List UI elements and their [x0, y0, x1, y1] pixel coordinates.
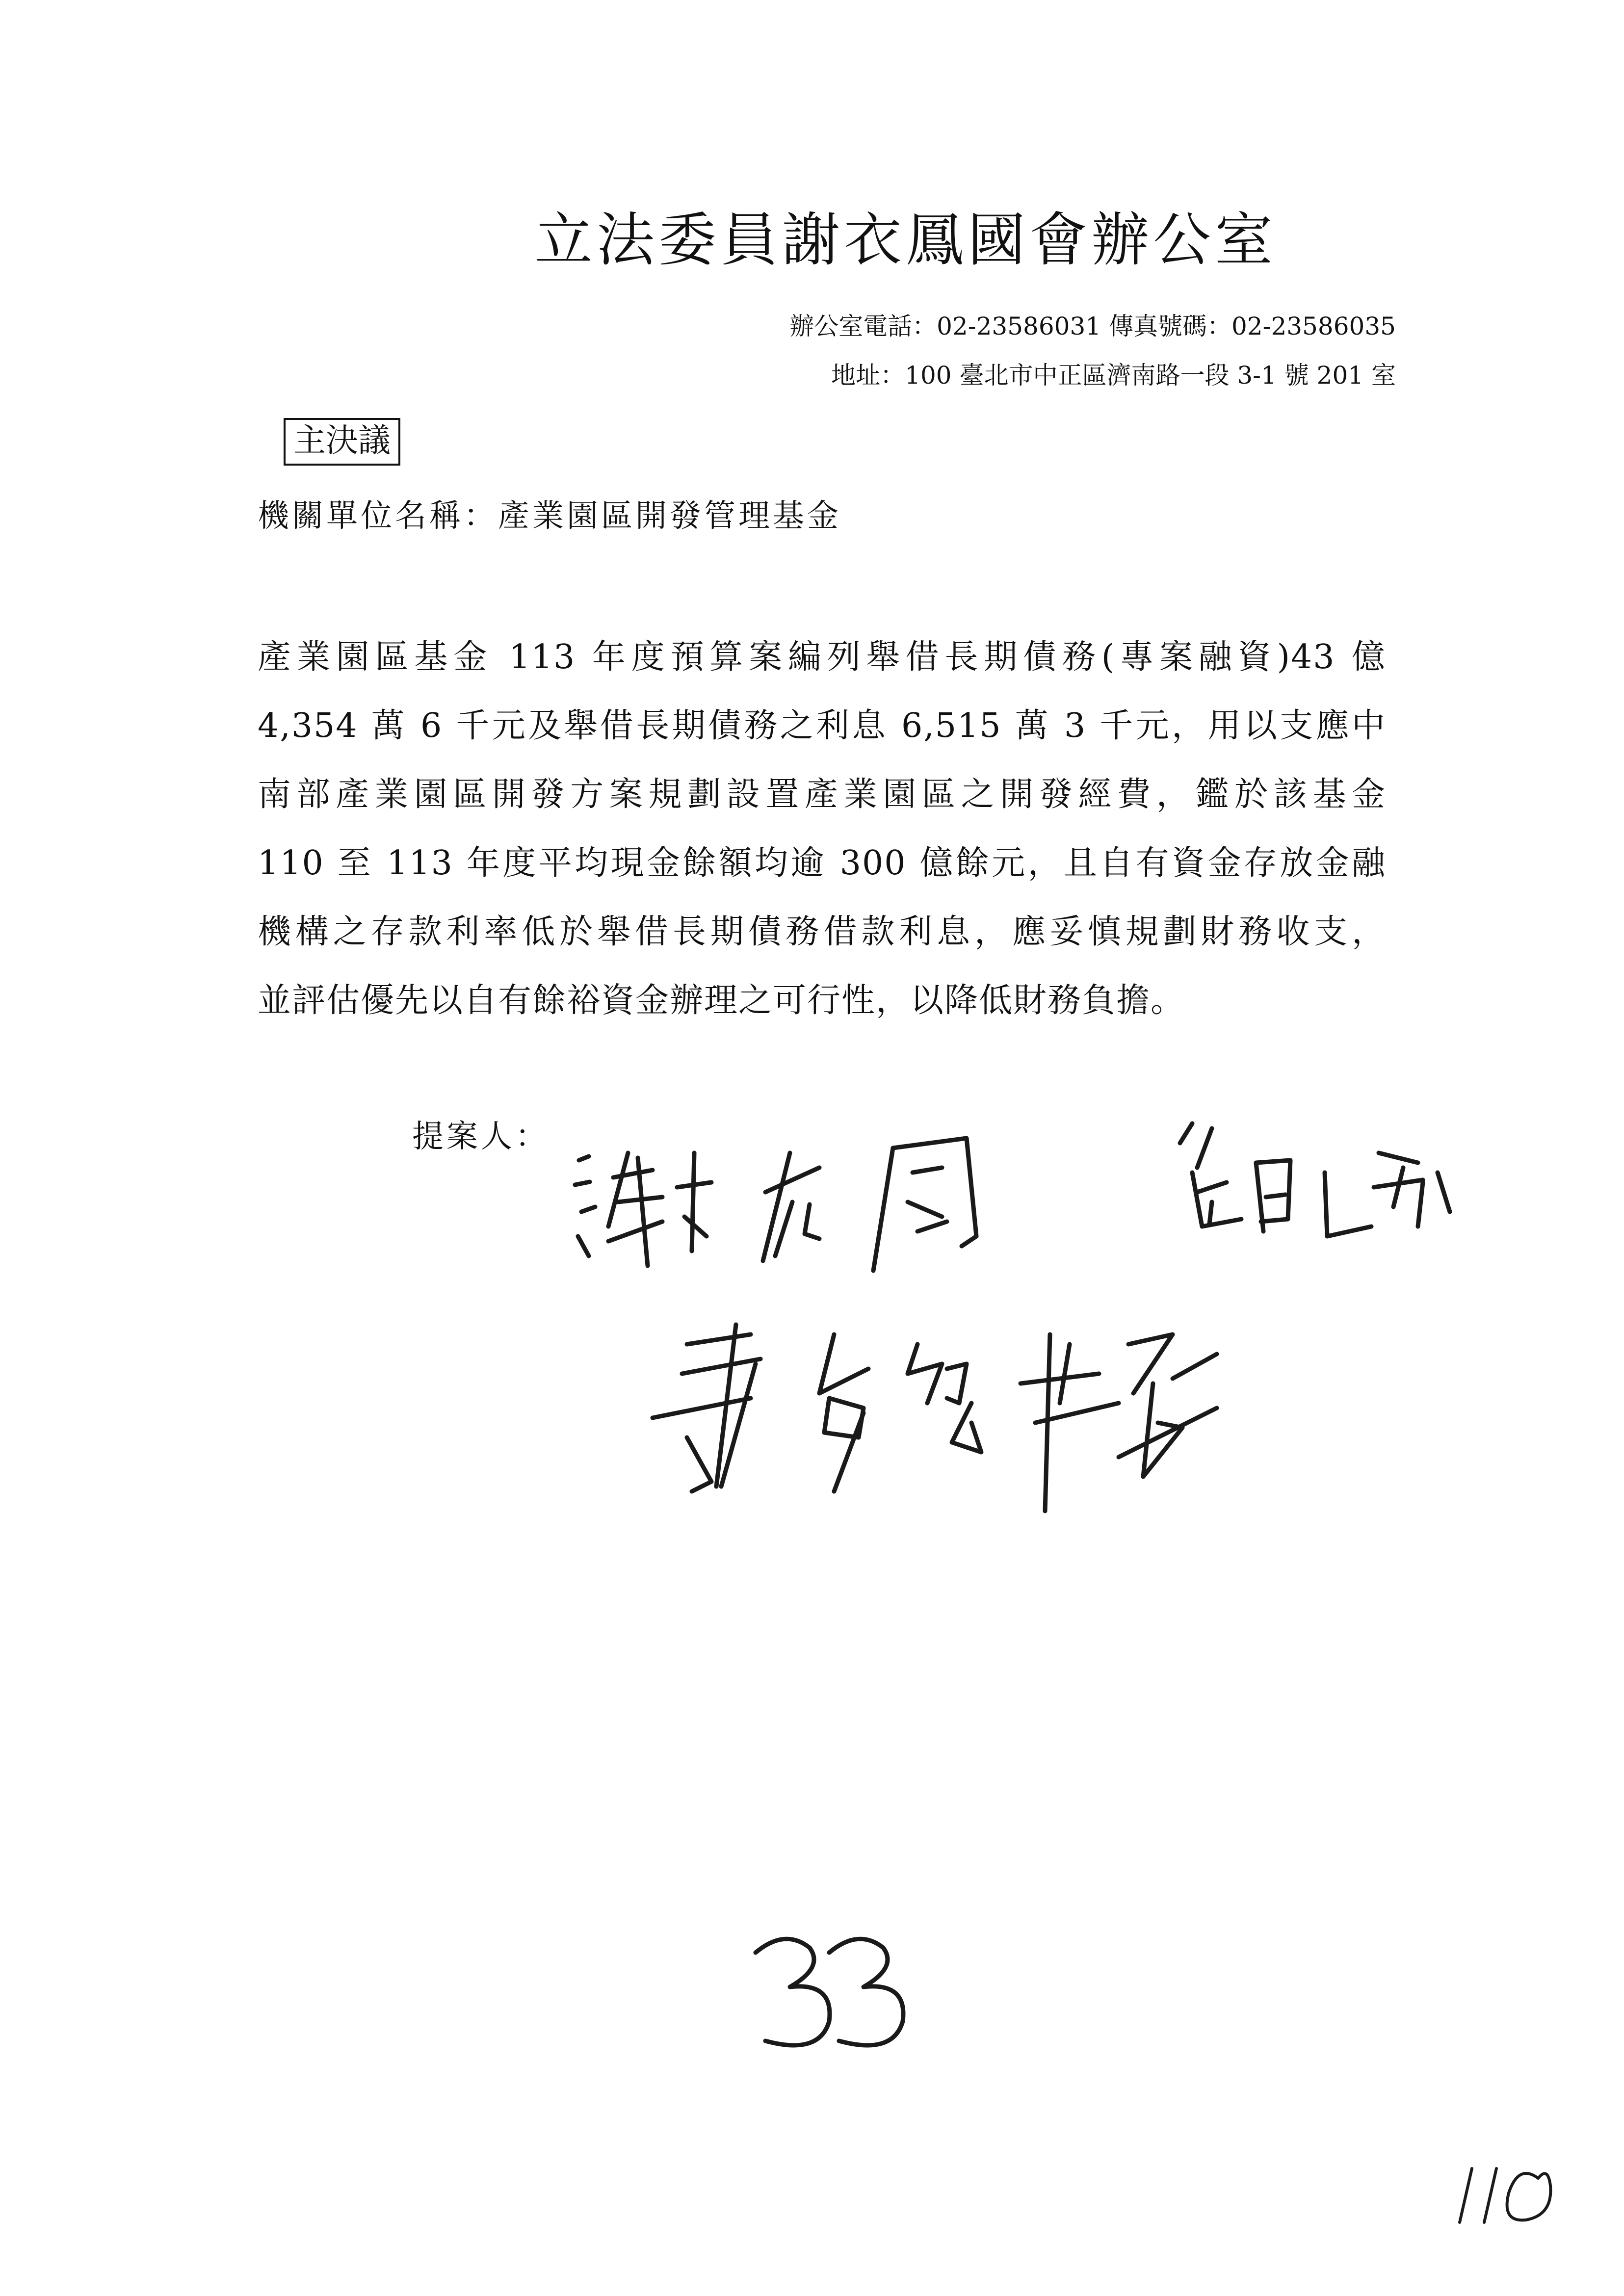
- office-address: 地址：100 臺北市中正區濟南路一段 3-1 號 201 室: [831, 361, 1396, 390]
- signature-3: [653, 1325, 1217, 1511]
- office-phone-fax: 辦公室電話：02-23586031 傳真號碼：02-23586035: [789, 312, 1396, 340]
- agency-unit-name: 機關單位名稱：產業園區開發管理基金: [258, 498, 841, 534]
- body-line: 南部產業園區開發方案規劃設置產業園區之開發經費，鑑於該基金: [258, 775, 1386, 814]
- signature-xie-yifeng: [575, 1138, 976, 1271]
- corner-number-handwritten: [1460, 2168, 1550, 2222]
- body-line: 機構之存款利率低於舉借長期債務借款利息，應妥慎規劃財務收支，: [258, 913, 1386, 951]
- body-line: 110 至 113 年度平均現金餘額均逾 300 億餘元，且自有資金存放金融: [258, 844, 1386, 883]
- body-line: 4,354 萬 6 千元及舉借長期債務之利息 6,515 萬 3 千元，用以支應中: [258, 706, 1386, 745]
- office-title: 立法委員謝衣鳳國會辦公室: [535, 206, 1277, 274]
- page-number-handwritten: [756, 1939, 903, 2045]
- body-line: 產業園區基金 113 年度預算案編列舉借長期債務(專案融資)43 億: [258, 638, 1386, 677]
- resolution-type-box: 主決議: [284, 418, 400, 466]
- signature-2: [1180, 1123, 1450, 1236]
- proposer-label: 提案人：: [412, 1119, 550, 1155]
- body-line: 並評估優先以自有餘裕資金辦理之可行性，以降低財務負擔。: [258, 981, 1185, 1020]
